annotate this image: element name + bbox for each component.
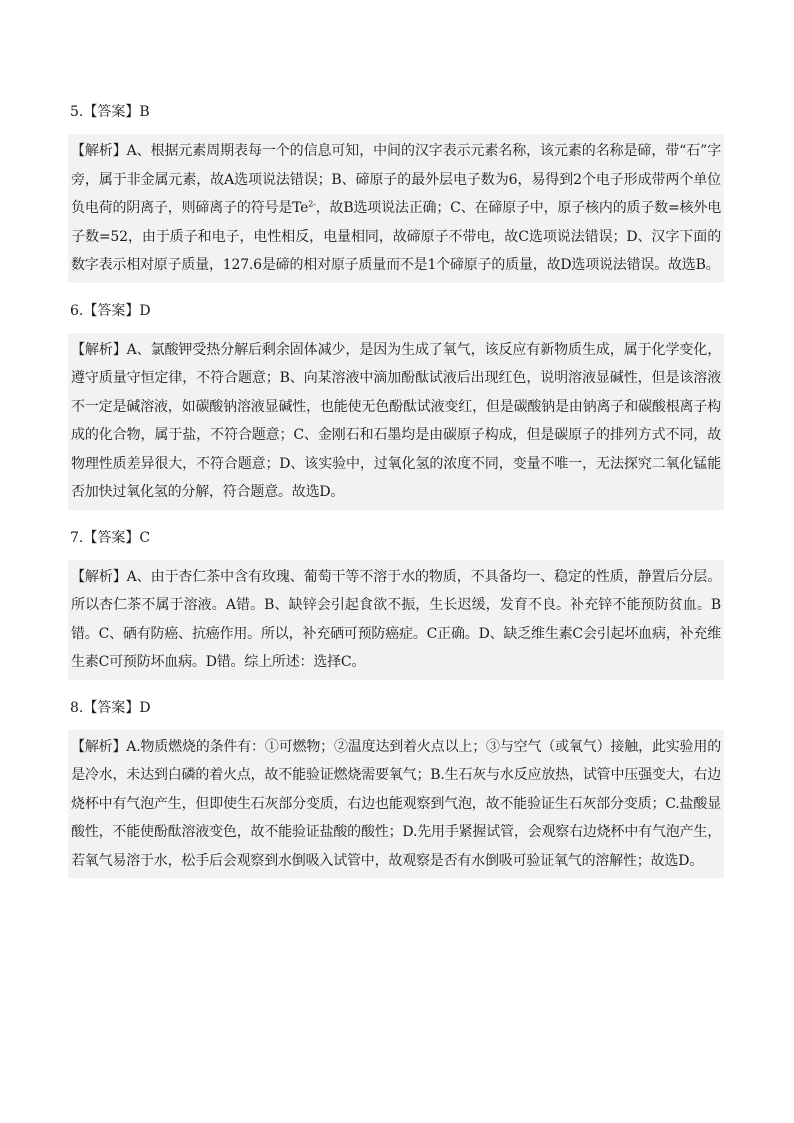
- analysis-text-5b: ，故B选项说法正确；C、在碲原子中，原子核内的质子数=核外电子数=52，由于质子和电子，电性相反，电量相同，故碲原子不带电，故C选项说法错误；D、汉字下面的数字表示相对原子质量，127.6是碲的相对原子质量而不是1个碲原子的质量，故D选项说法错误。故选B。: [71, 200, 721, 273]
- answer-line-8: 8.【答案】D: [70, 699, 151, 716]
- analysis-text-5a: 【解析】A、根据元素周期表每一个的信息可知，中间的汉字表示元素名称，该元素的名称是碲，带“石”字旁，属于非金属元素，故A选项说法错误；B、碲原子的最外层电子数为6，易得到2个电子形成带两个单位负电荷的阴离子，则碲离子的符号是Te: [71, 143, 721, 216]
- answer-line-7: 7.【答案】C: [70, 529, 151, 546]
- analysis-block-5: [68, 134, 724, 283]
- analysis-block-7: 【解析】A、由于杏仁茶中含有玫瑰、葡萄干等不溶于水的物质，不具备均一、稳定的性质，静置后分层。所以杏仁茶不属于溶液。A错。B、缺锌会引起食欲不振，生长迟缓，发育不良。补充锌不能预防贫血。B错。C、硒有防癌、抗癌作用。所以，补充硒可预防癌症。C正确。D、缺乏维生素C会引起坏血病，补充维生素C可预防坏血病。D错。综上所述：选择C。: [68, 560, 724, 680]
- answer-line-6: 6.【答案】D: [70, 302, 151, 319]
- analysis-block-6: 【解析】A、氯酸钾受热分解后剩余固体减少，是因为生成了氧气，该反应有新物质生成，属于化学变化，遵守质量守恒定律，不符合题意；B、向某溶液中滴加酚酞试液后出现红色，说明溶液显碱性，但是该溶液不一定是碱溶液，如碳酸钠溶液显碱性，也能使无色酚酞试液变红，但是碳酸钠是由钠离子和碳酸根离子构成的化合物，属于盐，不符合题意；C、金刚石和石墨均是由碳原子构成，但是碳原子的排列方式不同，故物理性质差异很大，不符合题意；D、该实验中，过氧化氢的浓度不同，变量不唯一，无法探究二氧化锰能否加快过氧化氢的分解，符合题意。故选D。: [68, 333, 724, 510]
- ion-charge-superscript: 2-: [308, 199, 316, 209]
- answer-section: [68, 98, 724, 892]
- answer-line-5: 5.【答案】B: [70, 104, 150, 120]
- analysis-block-8: 【解析】A.物质燃烧的条件有：①可燃物；②温度达到着火点以上；③与空气（或氧气）接触，此实验用的是冷水，未达到白磷的着火点，故不能验证燃烧需要氧气；B.生石灰与水反应放热，试管中压强变大，右边烧杯中有气泡产生，但即使生石灰部分变质，右边也能观察到气泡，故不能验证生石灰部分变质；C.盐酸显酸性，不能使酚酞溶液变色，故不能验证盐酸的酸性；D.先用手紧握试管，会观察右边烧杯中有气泡产生，若氧气易溶于水，松手后会观察到水倒吸入试管中，故观察是否有水倒吸可验证氧气的溶解性；故选D。: [68, 730, 724, 879]
